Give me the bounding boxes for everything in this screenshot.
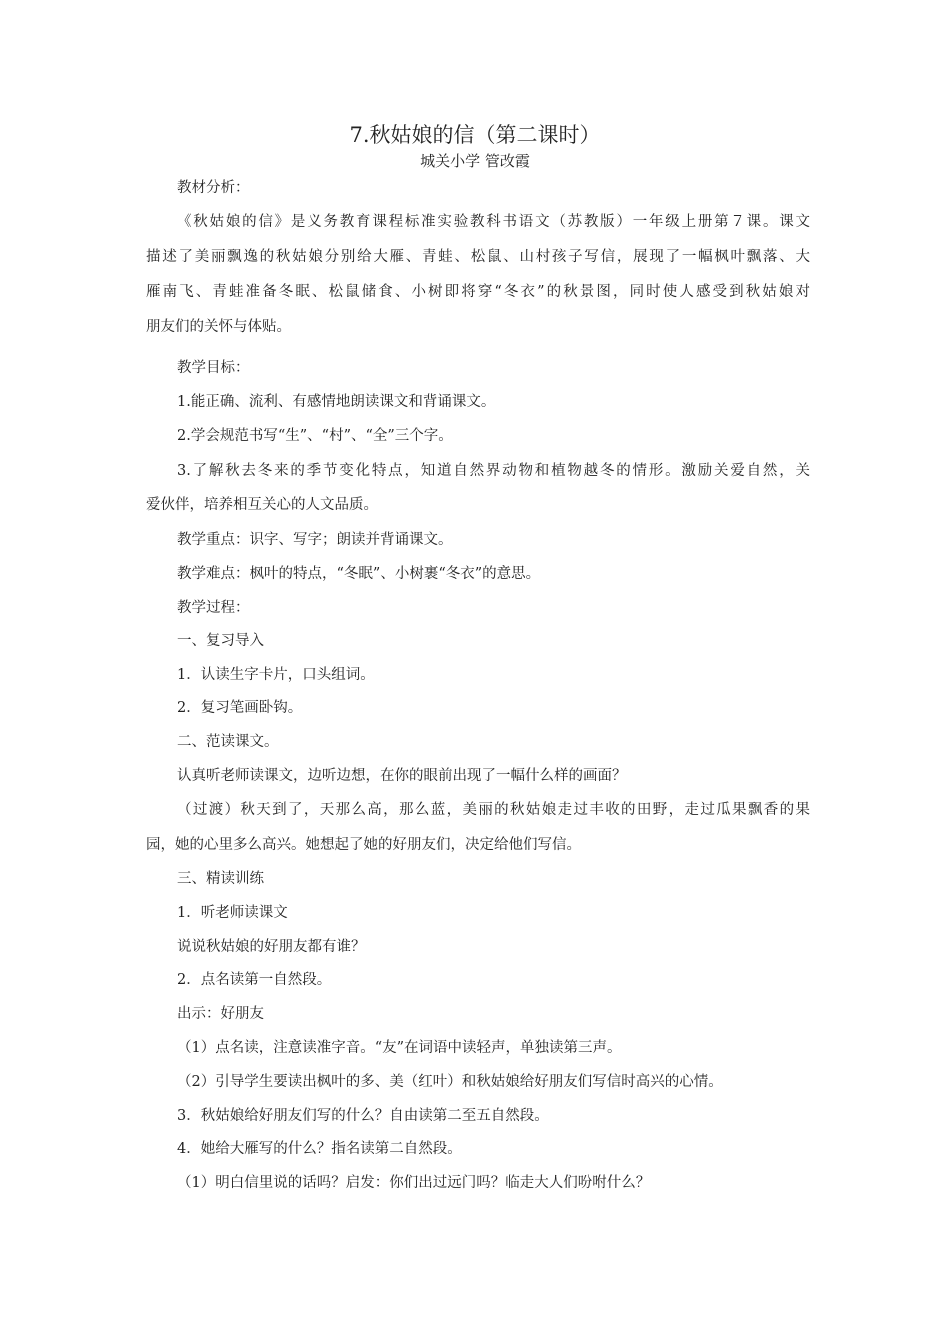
paragraph-line: 描述了美丽飘逸的秋姑娘分别给大雁、青蛙、松鼠、山村孩子写信，展现了一幅枫叶飘落、大 [146,249,810,265]
step-item: 2．点名读第一自然段。 [177,972,332,988]
step-heading: 三、精读训练 [177,871,264,887]
goal-item: 3.了解秋去冬来的季节变化特点，知道自然界动物和植物越冬的情形。激励关爱自然，关 [177,463,810,479]
step-item: 4．她给大雁写的什么？指名读第二自然段。 [177,1141,462,1157]
step-text: （过渡）秋天到了，天那么高，那么蓝，美丽的秋姑娘走过丰收的田野，走过瓜果飘香的果 [177,802,810,818]
author-line: 城关小学 管改霞 [420,152,530,170]
step-heading: 二、范读课文。 [177,734,279,750]
step-heading: 一、复习导入 [177,633,264,649]
step-item: 3．秋姑娘给好朋友们写的什么？自由读第二至五自然段。 [177,1108,549,1124]
step-text: 园，她的心里多么高兴。她想起了她的好朋友们，决定给他们写信。 [146,837,581,853]
step-item: 1．听老师读课文 [177,905,288,921]
step-text: 出示：好朋友 [177,1006,264,1022]
step-subitem: （1）明白信里说的话吗？启发：你们出过远门吗？临走大人们吩咐什么？ [177,1175,651,1191]
goal-item: 2.学会规范书写“生”、“村”、“全”三个字。 [177,428,453,444]
section-heading-process: 教学过程： [177,600,250,616]
paragraph-line: 《秋姑娘的信》是义务教育课程标准实验教科书语文（苏教版）一年级上册第７课。课文 [177,214,810,230]
step-subitem: （1）点名读，注意读准字音。“友”在词语中读轻声，单独读第三声。 [177,1040,622,1056]
key-points: 教学重点：识字、写字；朗读并背诵课文。 [177,532,453,548]
step-item: 1．认读生字卡片，口头组词。 [177,667,375,683]
goal-item: 1.能正确、流利、有感情地朗读课文和背诵课文。 [177,394,496,410]
paragraph-line: 朋友们的关怀与体贴。 [146,319,291,335]
section-heading-goals: 教学目标： [177,360,250,376]
paragraph-line: 雁南飞、青蛙准备冬眠、松鼠储食、小树即将穿“冬衣”的秋景图，同时使人感受到秋姑娘对 [146,284,810,300]
step-text: 说说秋姑娘的好朋友都有谁？ [177,939,366,955]
step-subitem: （2）引导学生要读出枫叶的多、美（红叶）和秋姑娘给好朋友们写信时高兴的心情。 [177,1074,723,1090]
difficult-points: 教学难点：枫叶的特点，“冬眠”、小树裹“冬衣”的意思。 [177,566,541,582]
step-text: 认真听老师读课文，边听边想，在你的眼前出现了一幅什么样的画面？ [177,768,627,784]
lesson-title: 7.秋姑娘的信（第二课时） [349,123,601,147]
goal-item-continued: 爱伙伴，培养相互关心的人文品质。 [146,497,378,513]
step-item: 2．复习笔画卧钩。 [177,700,303,716]
section-heading-analysis: 教材分析： [177,180,250,196]
